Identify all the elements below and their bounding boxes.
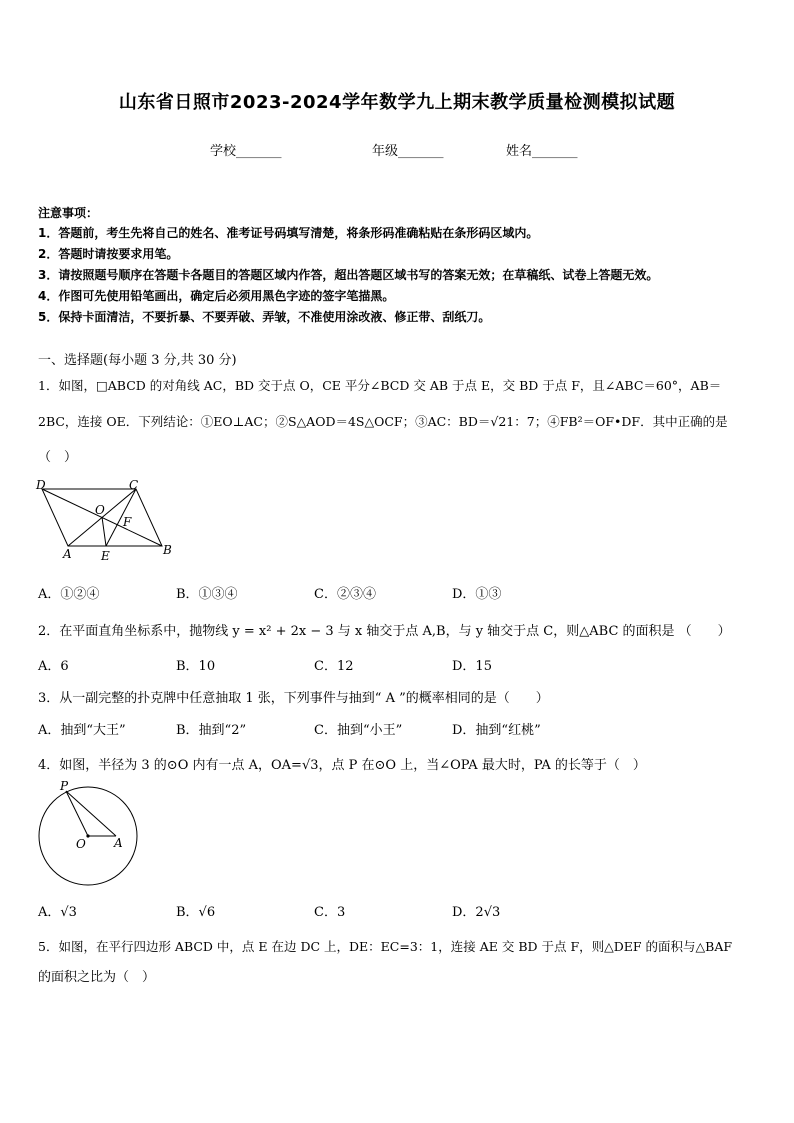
fig-label: O [95,503,105,517]
fig-label: A [63,547,72,561]
q1-line3: （ ） [38,450,78,465]
name-field: 姓名_______ [506,144,578,159]
q1-option-b: B．①③④ [176,587,238,602]
q4-option-d: D．2√3 [452,905,501,920]
fig-label: P [60,780,69,793]
q2-option-a: A．6 [38,659,69,674]
q2-option-b: B．10 [176,659,216,674]
note-item: 4．作图可先使用铅笔画出，确定后必须用黑色字迹的签字笔描黑。 [38,289,395,303]
q3-option-b: B．抽到“2” [176,723,247,738]
q1-line2: 2BC，连接 OE．下列结论：①EO⊥AC；②S△AOD＝4S△OCF；③AC：BD＝√21：7；④FB²＝OF•DF．其中正确的是 [38,414,728,429]
q4-option-a: A．√3 [38,905,77,920]
grade-field: 年级_______ [372,144,444,159]
notes-heading: 注意事项： [38,206,99,220]
note-item: 1．答题前，考生先将自己的姓名、准考证号码填写清楚，将条形码准确粘贴在条形码区域内。 [38,226,539,240]
q2-text: 2．在平面直角坐标系中，抛物线 y = x² + 2x − 3 与 x 轴交于点 A,B，与 y 轴交于点 C，则△ABC 的面积是 （ ） [38,624,731,639]
q1-line1: 1．如图，□ABCD 的对角线 AC，BD 交于点 O，CE 平分∠BCD 交 AB 于点 E，交 BD 于点 F，且∠ABC＝60°，AB＝ [38,378,722,393]
fig-label: C [129,478,139,492]
note-item: 5．保持卡面清洁，不要折暴、不要弄破、弄皱，不准使用涂改液、修正带、刮纸刀。 [38,310,491,324]
fig-label: E [101,549,110,562]
section-heading: 一、选择题(每小题 3 分,共 30 分) [38,353,237,368]
q3-option-c: C．抽到“小王” [314,723,403,738]
q1-option-d: D．①③ [452,587,502,602]
q3-option-a: A．抽到“大王” [38,723,126,738]
note-item: 2．答题时请按要求用笔。 [38,247,179,261]
q4-circle-figure [34,780,144,890]
q2-option-d: D．15 [452,659,492,674]
q4-option-c: C．3 [314,905,346,920]
fig-label: A [114,836,123,850]
q5-line2: 的面积之比为（ ） [38,970,156,985]
fig-label: O [76,837,86,851]
q4-text: 4．如图，半径为 3 的⊙O 内有一点 A，OA=√3，点 P 在⊙O 上，当∠OPA 最大时，PA 的长等于（ ） [38,758,646,773]
q5-line1: 5．如图，在平行四边形 ABCD 中，点 E 在边 DC 上，DE：EC=3：1，连接 AE 交 BD 于点 F，则△DEF 的面积与△BAF [38,939,733,954]
q3-option-d: D．抽到“红桃” [452,723,541,738]
note-item: 3．请按照题号顺序在答题卡各题目的答题区域内作答，超出答题区域书写的答案无效；在草稿纸、试卷上答题无效。 [38,268,659,282]
q1-option-a: A．①②④ [38,587,100,602]
fig-label: F [123,515,132,529]
fig-label: B [163,543,172,557]
fig-label: D [36,478,46,492]
school-field: 学校_______ [210,144,282,159]
q1-parallelogram-figure [34,478,184,562]
q4-option-b: B．√6 [176,905,216,920]
q3-text: 3．从一副完整的扑克牌中任意抽取 1 张，下列事件与抽到“ A ”的概率相同的是（ ） [38,691,549,706]
q1-option-c: C．②③④ [314,587,376,602]
q2-option-c: C．12 [314,659,354,674]
page-title: 山东省日照市2023-2024学年数学九上期末教学质量检测模拟试题 [118,92,676,113]
